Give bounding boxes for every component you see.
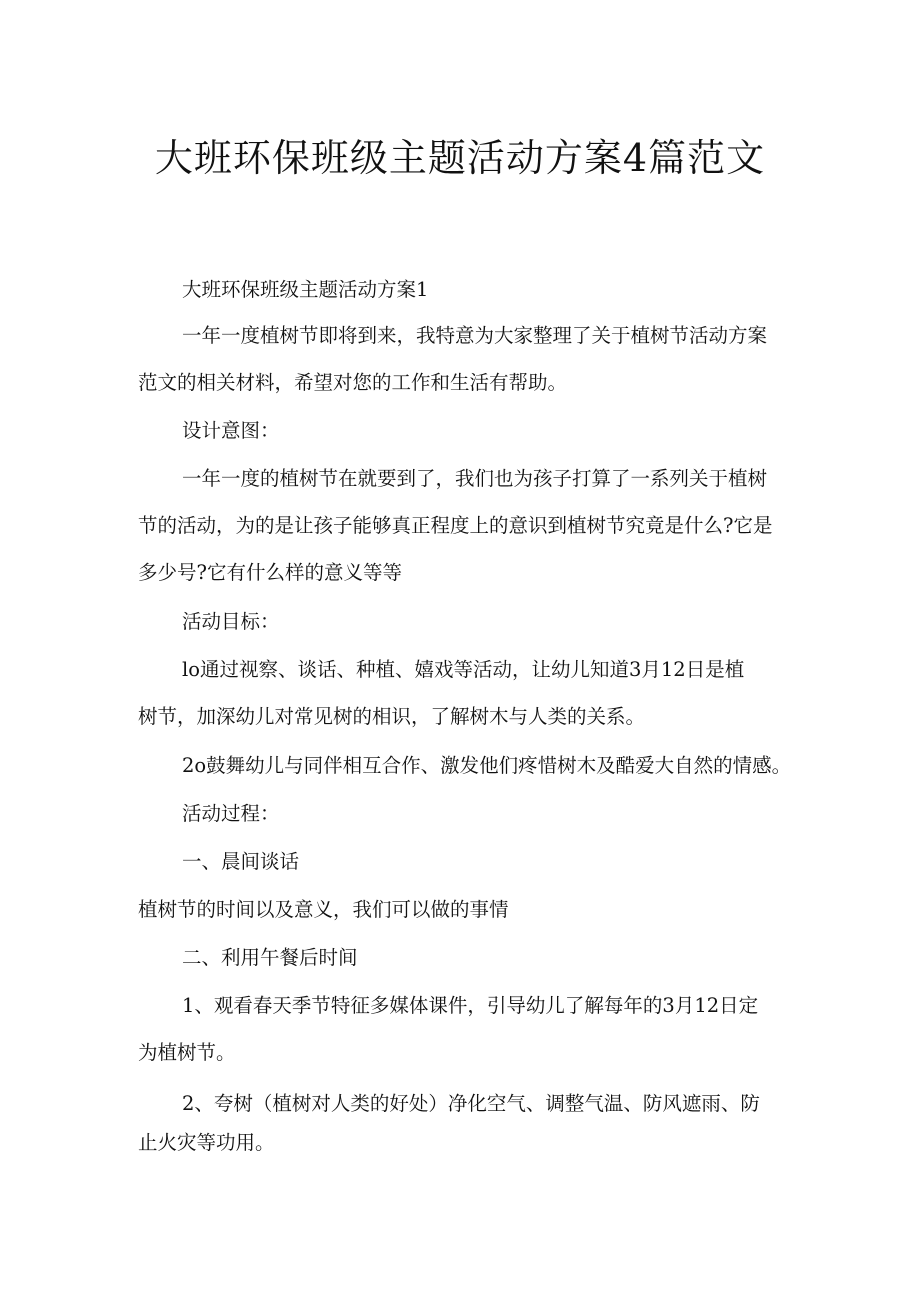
paragraph-line: 2o鼓舞幼儿与同伴相互合作、激发他们疼惜树木及酷爱大自然的情感。 xyxy=(182,754,792,777)
paragraph-intro xyxy=(138,312,788,406)
paragraph-design-intent-heading xyxy=(138,407,788,454)
paragraph-morning-talk-detail xyxy=(138,886,788,933)
paragraph-line: 一年一度的植树节在就要到了，我们也为孩子打算了一系列关于植树 xyxy=(182,467,768,490)
paragraph-step-2 xyxy=(138,1080,788,1159)
paragraph-line: 为植树节。 xyxy=(138,1041,236,1064)
paragraph-line: 多少号?它有什么样的意义等等 xyxy=(138,561,402,584)
paragraph-line: 范文的相关材料，希望对您的工作和生活有帮助。 xyxy=(138,371,568,394)
paragraph-section-heading xyxy=(138,266,788,313)
paragraph-line: lo通过视察、谈话、种植、嬉戏等活动，让幼儿知道3月12日是植 xyxy=(182,658,745,681)
paragraph-goal-2 xyxy=(138,742,792,789)
paragraph-step-1 xyxy=(138,982,788,1076)
paragraph-line: 二、利用午餐后时间 xyxy=(182,946,358,969)
paragraph-line: 活动目标： xyxy=(182,610,280,633)
paragraph-line: 1、观看春天季节特征多媒体课件，引导幼儿了解每年的3月12日定 xyxy=(182,994,759,1017)
document-title: 大班环保班级主题活动方案4篇范文 xyxy=(154,136,766,180)
paragraph-goals-heading xyxy=(138,598,788,645)
paragraph-line: 节的活动，为的是让孩子能够真正程度上的意识到植树节究竟是什么?它是 xyxy=(138,514,773,537)
paragraph-line: 树节，加深幼儿对常见树的相识，了解树木与人类的关系。 xyxy=(138,705,646,728)
paragraph-line: 大班环保班级主题活动方案1 xyxy=(182,278,429,301)
paragraph-goal-1 xyxy=(138,646,788,740)
paragraph-process-heading xyxy=(138,790,788,837)
paragraph-line: 活动过程： xyxy=(182,802,280,825)
paragraph-line: 一、晨间谈话 xyxy=(182,850,300,873)
paragraph-line: 设计意图： xyxy=(182,419,280,442)
paragraph-lunch-time xyxy=(138,934,788,981)
paragraph-line: 一年一度植树节即将到来，我特意为大家整理了关于植树节活动方案 xyxy=(182,324,768,347)
paragraph-line: 2、夸树（植树对人类的好处）净化空气、调整气温、防风遮雨、防 xyxy=(182,1092,760,1115)
paragraph-line: 植树节的时间以及意义，我们可以做的事情 xyxy=(138,898,509,921)
paragraph-morning-talk xyxy=(138,838,788,885)
paragraph-line: 止火灾等功用。 xyxy=(138,1131,275,1154)
paragraph-design-intent xyxy=(138,455,788,596)
